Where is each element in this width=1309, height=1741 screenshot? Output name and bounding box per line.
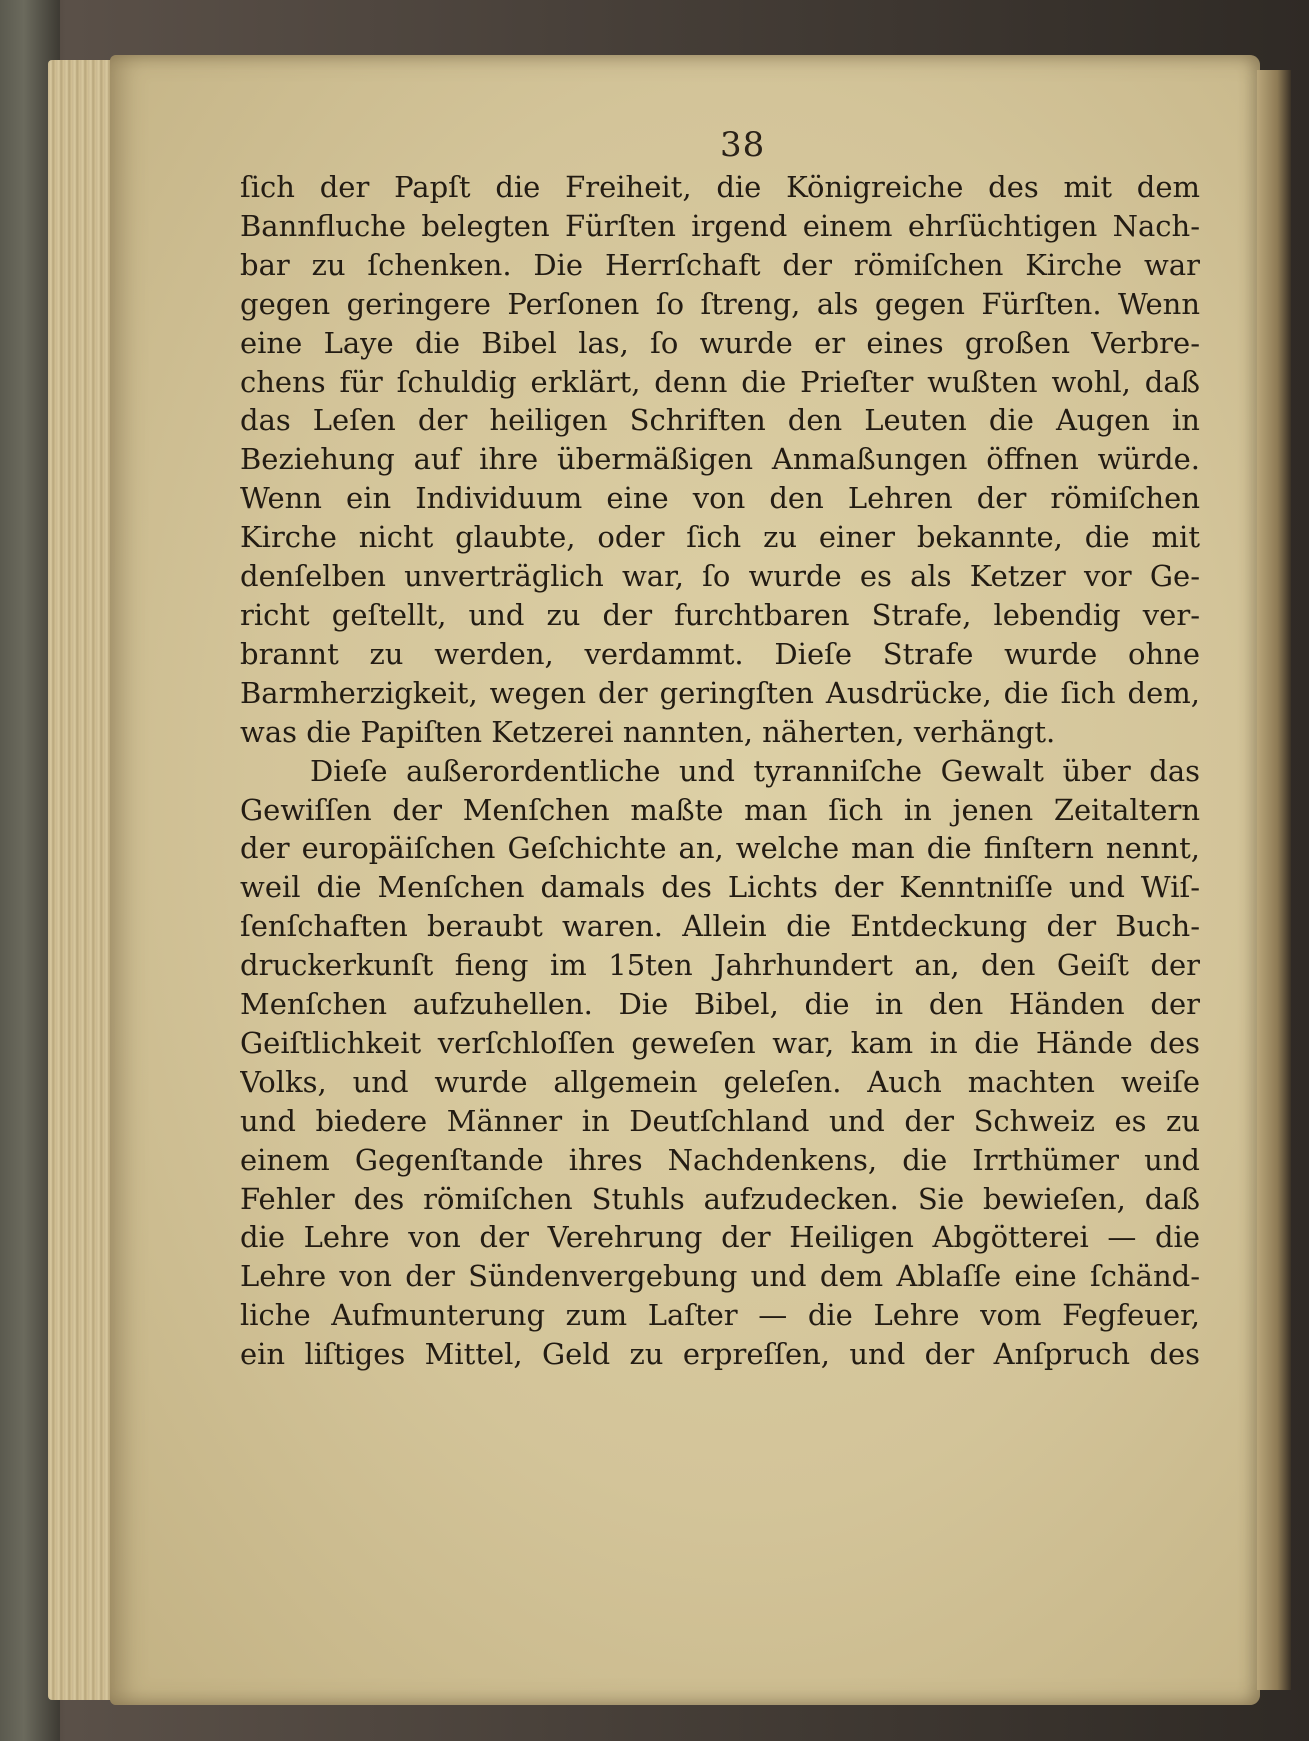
text-line: druckerkunſt fieng im 15ten Jahrhundert an, den Geiſt der: [240, 948, 1200, 983]
text-line: gegen geringere Perſonen ſo ſtreng, als gegen Fürſten. Wenn: [240, 286, 1200, 321]
text-line: richt geſtellt, und zu der furchtbaren Strafe, lebendig ver-: [240, 597, 1200, 632]
text-line: bar zu ſchenken. Die Herrſchaft der römiſchen Kirche war: [240, 247, 1200, 282]
text-line: chens für ſchuldig erklärt, denn die Prieſter wußten wohl, daß: [240, 364, 1200, 399]
text-line: und biedere Männer in Deutſchland und der Schweiz es zu: [240, 1103, 1200, 1138]
text-line: Geiſtlichkeit verſchloſſen geweſen war, kam in die Hände des: [240, 1025, 1200, 1060]
text-line: die Lehre von der Verehrung der Heiligen Abgötterei — die: [240, 1220, 1200, 1255]
text-line: Kirche nicht glaubte, oder ſich zu einer bekannte, die mit: [240, 520, 1200, 555]
text-line: Dieſe außerordentliche und tyranniſche Gewalt über das: [310, 753, 1200, 788]
text-line: Wenn ein Individuum eine von den Lehren der römiſchen: [240, 481, 1200, 516]
text-line: eine Laye die Bibel las, ſo wurde er eines großen Verbre-: [240, 325, 1200, 360]
text-line: ſenſchaften beraubt waren. Allein die Entdeckung der Buch-: [240, 909, 1200, 944]
text-line: einem Gegenſtande ihres Nachdenkens, die Irrthümer und: [240, 1142, 1200, 1177]
book-cover-edge: [1257, 70, 1291, 1690]
text-line: Gewiſſen der Menſchen maßte man ſich in jenen Zeitaltern: [240, 792, 1200, 827]
text-line: ſich der Papſt die Freiheit, die Königreiche des mit dem: [240, 170, 1200, 204]
text-line: denſelben unverträglich war, ſo wurde es als Ketzer vor Ge-: [240, 559, 1200, 594]
text-line: was die Papiſten Ketzerei nannten, näherten, verhängt.: [240, 714, 1056, 749]
text-line: Volks, und wurde allgemein geleſen. Auch machten weiſe: [240, 1064, 1200, 1099]
text-line: der europäiſchen Geſchichte an, welche man die finſtern nennt,: [240, 831, 1200, 866]
text-line: liche Aufmunterung zum Laſter — die Lehre vom Fegfeuer,: [240, 1298, 1200, 1333]
text-line: Bannfluche belegten Fürſten irgend einem ehrſüchtigen Nach-: [240, 208, 1200, 243]
body-text: [240, 168, 1200, 1374]
text-line: brannt zu werden, verdammt. Dieſe Strafe wurde ohne: [240, 636, 1200, 671]
text-line: Fehler des römiſchen Stuhls aufzudecken. Sie bewieſen, daß: [240, 1181, 1200, 1216]
page-number: 38: [720, 125, 766, 165]
text-line: Beziehung auf ihre übermäßigen Anmaßungen öffnen würde.: [240, 442, 1200, 477]
text-line: ein liſtiges Mittel, Geld zu erpreſſen, und der Anſpruch des: [240, 1337, 1200, 1372]
text-line: Menſchen aufzuhellen. Die Bibel, die in den Händen der: [240, 987, 1200, 1022]
text-line: Lehre von der Sündenvergebung und dem Ablaſſe eine ſchänd-: [240, 1259, 1200, 1294]
text-line: weil die Menſchen damals des Lichts der Kenntniſſe und Wiſ-: [240, 870, 1200, 905]
text-line: das Leſen der heiligen Schriften den Leuten die Augen in: [240, 403, 1200, 438]
text-line: Barmherzigkeit, wegen der geringſten Ausdrücke, die ſich dem,: [240, 675, 1200, 710]
